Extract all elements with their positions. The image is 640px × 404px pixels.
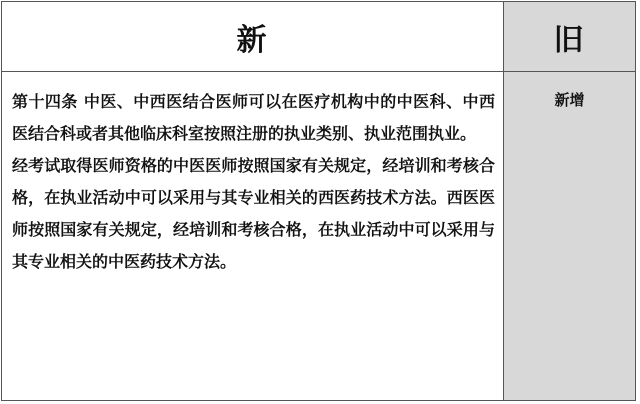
old-content-label: 新增: [554, 91, 585, 109]
old-content-cell: [504, 72, 635, 400]
header-new-label: 新: [236, 22, 269, 58]
article-paragraph-2: 经考试取得医师资格的中医医师按照国家有关规定，经培训和考核合格，在执业活动中可以采用与其专业相关的西医药技术方法。西医医师按照国家有关规定，经培训和考核合格，在执业活动中可以采用与其专业相关的中医药技术方法。: [12, 156, 495, 271]
header-old-label: 旧: [553, 22, 586, 58]
header-old-cell: [504, 2, 635, 72]
header-new-cell: [2, 2, 504, 72]
new-content-cell: [2, 72, 504, 400]
article-paragraph-1: 第十四条 中医、中西医结合医师可以在医疗机构中的中医科、中西医结合科或者其他临床科室按照注册的执业类别、执业范围执业。: [12, 92, 495, 143]
comparison-table: [1, 1, 636, 401]
